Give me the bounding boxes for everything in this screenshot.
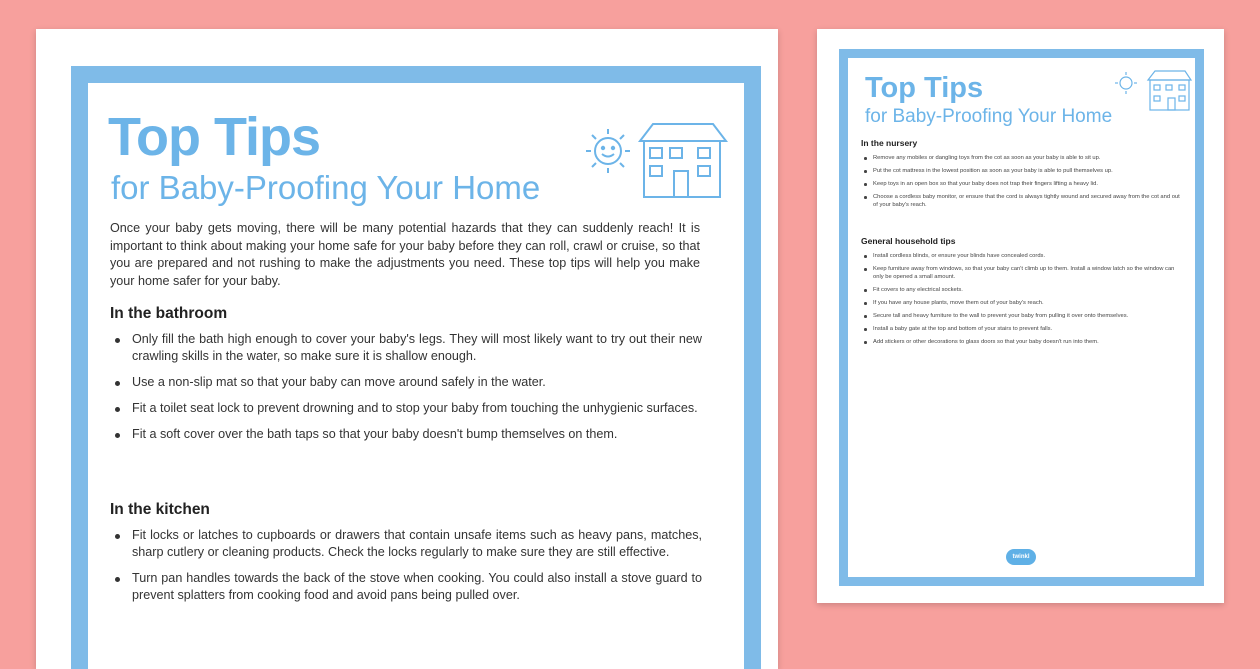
sun-icon — [1115, 72, 1137, 94]
list-item: Put the cot mattress in the lowest position as soon as your baby is able to pull themselves up. — [861, 167, 1183, 175]
section-heading-bathroom: In the bathroom — [110, 305, 228, 322]
house-icon — [1148, 71, 1191, 110]
section-heading-kitchen: In the kitchen — [110, 501, 210, 518]
main-document-sheet — [36, 29, 778, 669]
list-item: Fit a soft cover over the bath taps so that your baby doesn't bump themselves on them. — [110, 426, 702, 443]
bathroom-tips-list — [110, 331, 702, 452]
list-item: Keep furniture away from windows, so that your baby can't climb up to them. Install a window latch so the window can only be opened a small amount. — [861, 265, 1183, 281]
sun-icon — [586, 129, 630, 173]
list-item: Choose a cordless baby monitor, or ensure that the cord is always tightly wound and secured away from the cot and out of your baby's reach. — [861, 193, 1183, 209]
document-subtitle: for Baby-Proofing Your Home — [111, 169, 541, 206]
list-item: Add stickers or other decorations to glass doors so that your baby doesn't run into them. — [861, 338, 1183, 346]
preview-document-sheet — [817, 29, 1224, 603]
preview-subtitle: for Baby-Proofing Your Home — [865, 106, 1113, 127]
list-item: Fit covers to any electrical sockets. — [861, 286, 1183, 294]
list-item: Remove any mobiles or dangling toys from the cot as soon as your baby is able to sit up. — [861, 154, 1183, 162]
list-item: Secure tall and heavy furniture to the wall to prevent your baby from pulling it over onto themselves. — [861, 312, 1183, 320]
document-title: Top Tips — [108, 107, 320, 167]
list-item: Keep toys in an open box so that your baby does not trap their fingers lifting a heavy lid. — [861, 180, 1183, 188]
list-item: If you have any house plants, move them out of your baby's reach. — [861, 299, 1183, 307]
list-item: Only fill the bath high enough to cover your baby's legs. They will most likely want to try out their new crawling skills in the water, so make sure it is shallow enough. — [110, 331, 702, 365]
list-item: Install cordless blinds, or ensure your blinds have concealed cords. — [861, 252, 1183, 260]
section-heading-nursery: In the nursery — [861, 138, 918, 148]
sun-house-decoration — [578, 121, 728, 201]
twinkl-logo: twinkl — [1006, 549, 1036, 565]
list-item: Install a baby gate at the top and bottom of your stairs to prevent falls. — [861, 325, 1183, 333]
preview-title: Top Tips — [865, 72, 984, 104]
list-item: Fit locks or latches to cupboards or drawers that contain unsafe items such as heavy pans, matches, sharp cutlery or cleaning products. Check the locks regularly to make sure they are still effective. — [110, 527, 702, 561]
section-heading-general: General household tips — [861, 236, 956, 246]
kitchen-tips-list — [110, 527, 702, 613]
list-item: Turn pan handles towards the back of the stove when cooking. You could also install a stove guard to prevent splatters from cooking food and avoid pans being pulled over. — [110, 570, 702, 604]
list-item: Fit a toilet seat lock to prevent drowning and to stop your baby from touching the unhygienic surfaces. — [110, 400, 702, 417]
list-item: Use a non-slip mat so that your baby can move around safely in the water. — [110, 374, 702, 391]
nursery-tips-list — [861, 154, 1183, 214]
preview-document-frame — [839, 49, 1204, 586]
general-tips-list — [861, 252, 1183, 351]
intro-paragraph: Once your baby gets moving, there will be many potential hazards that they can suddenly reach! It is important to think about making your home safe for your baby before they can roll, crawl or cruise, so that you are prepared and not rushing to make the adjustments you need. These top tips will help you make your home safer for your baby. — [110, 221, 700, 288]
house-icon — [640, 124, 726, 197]
preview-sun-house-decoration — [1113, 68, 1193, 113]
